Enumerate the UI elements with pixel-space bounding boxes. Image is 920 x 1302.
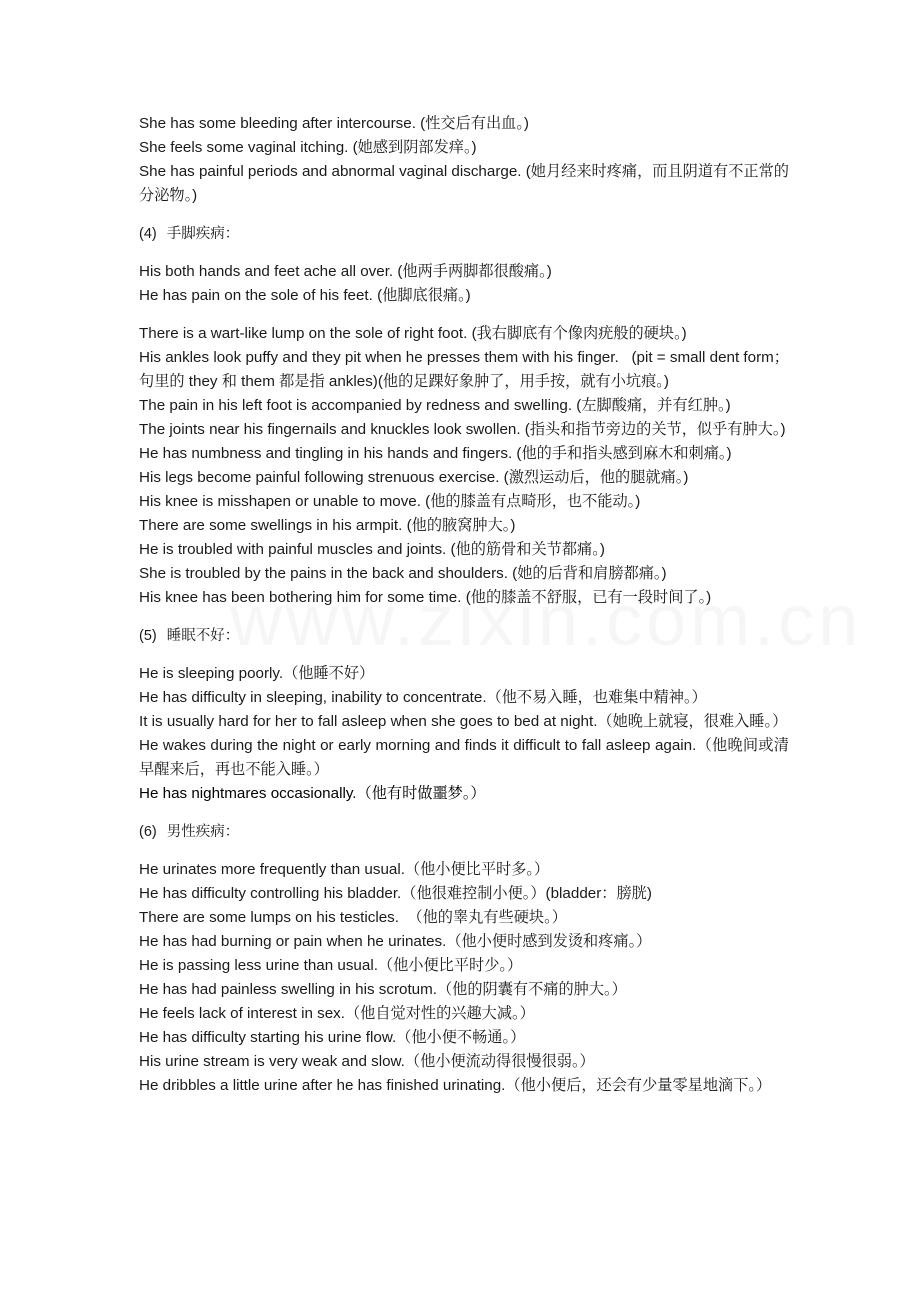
text-line: He is sleeping poorly.（他睡不好） (139, 665, 375, 682)
text-line: She has painful periods and abnormal vaginal discharge. (她月经来时疼痛，而且阴道有不正常的分泌物。) (139, 163, 789, 204)
text-line: There is a wart-like lump on the sole of right foot. (我右脚底有个像肉疣般的硬块。) (139, 325, 687, 342)
text-line: His urine stream is very weak and slow.（他小便流动得很慢很弱。） (139, 1053, 595, 1070)
text-line: His knee has been bothering him for some time. (他的膝盖不舒服，已有一段时间了。) (139, 589, 712, 606)
text-line: She has some bleeding after intercourse. (性交后有出血。) (139, 115, 529, 132)
text-line: He has had burning or pain when he urinates.（他小便时感到发烫和疼痛。） (139, 933, 652, 950)
text-line: It is usually hard for her to fall asleep when she goes to bed at night.（她晚上就寝，很难入睡。） (139, 713, 788, 730)
section-heading-4 (139, 222, 789, 246)
text-line: He has difficulty controlling his bladder.（他很难控制小便。）(bladder：膀胱) (139, 885, 652, 902)
section-number: (4) (139, 226, 157, 242)
text-line: His legs become painful following strenuous exercise. (激烈运动后，他的腿就痛。) (139, 469, 689, 486)
section-heading-5 (139, 624, 789, 648)
text-line: His knee is misshapen or unable to move. (他的膝盖有点畸形，也不能动。) (139, 493, 641, 510)
section-title: 男性疾病： (166, 824, 240, 840)
text-line: He is troubled with painful muscles and joints. (他的筋骨和关节都痛。) (139, 541, 605, 558)
section4-group2 (139, 322, 789, 610)
text-line: He has numbness and tingling in his hands and fingers. (他的手和指头感到麻木和刺痛。) (139, 445, 732, 462)
section4-group1 (139, 260, 789, 308)
text-line: She is troubled by the pains in the back and shoulders. (她的后背和肩膀都痛。) (139, 565, 667, 582)
block-a (139, 112, 789, 208)
text-line: He has nightmares occasionally.（他有时做噩梦。） (139, 785, 486, 802)
text-line: He is passing less urine than usual.（他小便比平时少。） (139, 957, 523, 974)
text-line: He feels lack of interest in sex.（他自觉对性的兴趣大减。） (139, 1005, 535, 1022)
section-title: 手脚疾病： (166, 226, 240, 242)
section6-lines (139, 858, 789, 1098)
text-line: The pain in his left foot is accompanied by redness and swelling. (左脚酸痛，并有红肿。) (139, 397, 731, 414)
text-line: He urinates more frequently than usual.（他小便比平时多。） (139, 861, 550, 878)
text-line: He has difficulty starting his urine flow.（他小便不畅通。） (139, 1029, 526, 1046)
text-line: He has pain on the sole of his feet. (他脚底很痛。) (139, 287, 471, 304)
text-line: His ankles look puffy and they pit when he presses them with his finger. (pit = small dent form；句里的 they 和 them 都是指 ankles)(他的足踝好象肿了，用手按，就有小坑痕。) (139, 349, 789, 390)
section-heading-6 (139, 820, 789, 844)
text-line: There are some swellings in his armpit. (他的腋窝肿大。) (139, 517, 516, 534)
text-line: There are some lumps on his testicles. （他的睾丸有些硬块。） (139, 909, 567, 926)
text-line: She feels some vaginal itching. (她感到阴部发痒。) (139, 139, 477, 156)
text-line: He wakes during the night or early morning and finds it difficult to fall asleep again.（他晚间或清早醒来后，再也不能入睡。） (139, 737, 789, 778)
section5-lines (139, 662, 789, 806)
text-line: He has had painless swelling in his scrotum.（他的阴囊有不痛的肿大。） (139, 981, 627, 998)
section-title: 睡眠不好： (166, 628, 240, 644)
text-line: His both hands and feet ache all over. (他两手两脚都很酸痛。) (139, 263, 552, 280)
section-number: (5) (139, 628, 157, 644)
text-line: He has difficulty in sleeping, inability to concentrate.（他不易入睡，也难集中精神。） (139, 689, 707, 706)
section-number: (6) (139, 824, 157, 840)
text-line: He dribbles a little urine after he has finished urinating.（他小便后，还会有少量零星地滴下。） (139, 1077, 772, 1094)
document-body (139, 112, 789, 1098)
text-line: The joints near his fingernails and knuckles look swollen. (指头和指节旁边的关节，似乎有肿大。) (139, 421, 786, 438)
